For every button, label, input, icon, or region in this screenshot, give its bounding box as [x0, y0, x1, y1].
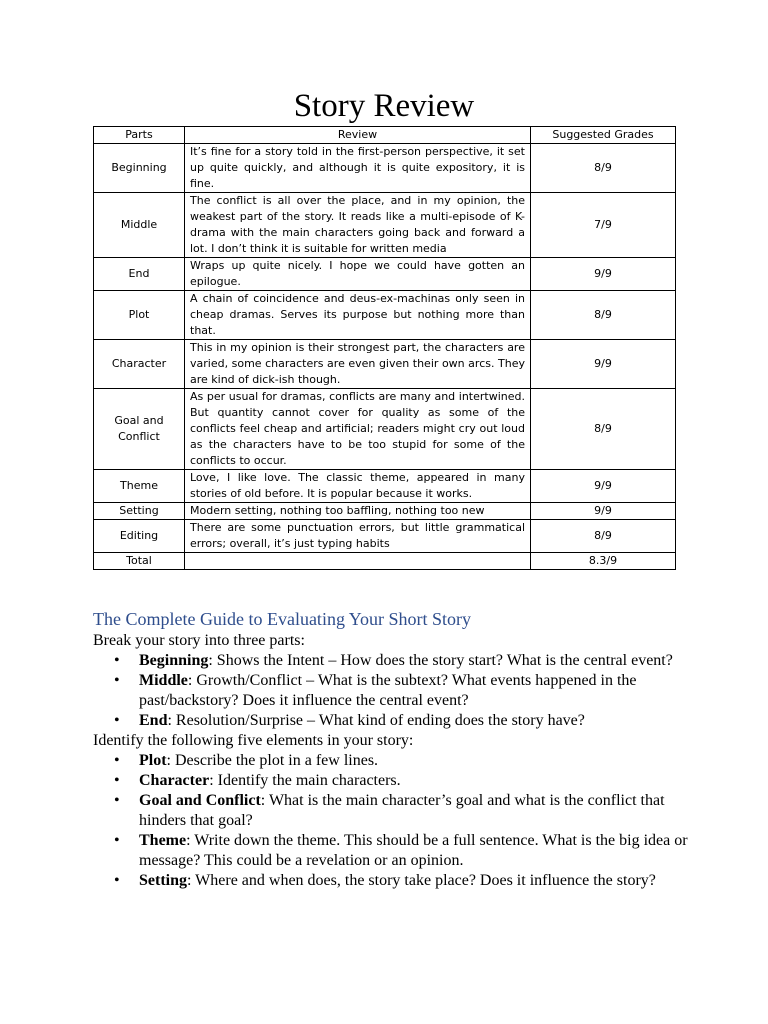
- list-text: : Resolution/Surprise – What kind of ending does the story have?: [167, 712, 585, 729]
- table-row: [94, 193, 676, 258]
- list-text: : Identify the main characters.: [209, 772, 401, 789]
- grade-cell: 9/9: [531, 503, 676, 520]
- list-text: : Shows the Intent – How does the story start? What is the central event?: [208, 652, 673, 669]
- column-header-parts: Parts: [94, 127, 185, 144]
- list-term: Plot: [139, 752, 167, 769]
- story-review-table: [93, 126, 676, 570]
- grade-cell: 8/9: [531, 291, 676, 340]
- review-cell: This in my opinion is their strongest part, the characters are varied, some characters are even given their own arcs. They are kind of dick-ish though.: [185, 340, 531, 389]
- list-term: Character: [139, 772, 210, 789]
- table-row: [94, 520, 676, 553]
- total-label-cell: Total: [94, 553, 185, 570]
- list-term: End: [139, 712, 168, 729]
- list-text: : What is the main character’s goal and what is the conflict that hinders that goal?: [139, 792, 665, 829]
- total-row: [94, 553, 676, 570]
- grade-cell: 9/9: [531, 470, 676, 503]
- list-term: Beginning: [139, 652, 209, 669]
- review-cell: There are some punctuation errors, but little grammatical errors; overall, it’s just typing habits: [185, 520, 531, 553]
- part-cell: Character: [94, 340, 185, 389]
- list-item: [93, 711, 693, 731]
- guide-heading: The Complete Guide to Evaluating Your Short Story: [93, 609, 471, 629]
- table-row: [94, 144, 676, 193]
- review-cell: Love, I like love. The classic theme, appeared in many stories of old before. It is popular because it works.: [185, 470, 531, 503]
- list-text: : Growth/Conflict – What is the subtext? What events happened in the past/backstory? Does it influence the central event?: [139, 672, 637, 709]
- list-text: : Write down the theme. This should be a full sentence. What is the big idea or message? This could be a revelation or an opinion.: [139, 832, 688, 869]
- bullet-icon: •: [114, 792, 120, 809]
- table-row: [94, 470, 676, 503]
- table-row: [94, 389, 676, 470]
- table-row: [94, 503, 676, 520]
- list-term: Goal and Conflict: [139, 792, 261, 809]
- parts-list: [93, 651, 693, 731]
- bullet-icon: •: [114, 652, 120, 669]
- guide-intro-parts: Break your story into three parts:: [93, 632, 305, 649]
- list-term: Setting: [139, 872, 187, 889]
- bullet-icon: •: [114, 752, 120, 769]
- elements-list: [93, 751, 693, 891]
- bullet-icon: •: [114, 712, 120, 729]
- grade-cell: 7/9: [531, 193, 676, 258]
- guide-intro-elements: Identify the following five elements in your story:: [93, 732, 414, 749]
- list-item: [93, 651, 693, 671]
- list-item: [93, 831, 693, 871]
- grade-cell: 9/9: [531, 258, 676, 291]
- list-term: Middle: [139, 672, 188, 689]
- table-row: [94, 258, 676, 291]
- part-cell: Middle: [94, 193, 185, 258]
- page-title: Story Review: [293, 88, 475, 124]
- table-header-row: [94, 127, 676, 144]
- list-item: [93, 871, 693, 891]
- list-item: [93, 791, 693, 831]
- table-row: [94, 291, 676, 340]
- column-header-grades: Suggested Grades: [531, 127, 676, 144]
- guide-body: [93, 631, 693, 891]
- part-cell: Goal and Conflict: [94, 389, 185, 470]
- list-item: [93, 751, 693, 771]
- total-review-cell: [185, 553, 531, 570]
- table-row: [94, 340, 676, 389]
- review-cell: Wraps up quite nicely. I hope we could have gotten an epilogue.: [185, 258, 531, 291]
- review-cell: A chain of coincidence and deus-ex-machinas only seen in cheap dramas. Serves its purpose but nothing more than that.: [185, 291, 531, 340]
- list-term: Theme: [139, 832, 187, 849]
- part-cell: Editing: [94, 520, 185, 553]
- part-cell: End: [94, 258, 185, 291]
- review-cell: As per usual for dramas, conflicts are many and intertwined. But quantity cannot cover for quality as some of the conflicts feel cheap and artificial; readers might cry out loud as the characters have to be too stupid for some of the conflicts to occur.: [185, 389, 531, 470]
- review-cell: It’s fine for a story told in the first-person perspective, it set up quite quickly, and although it is quite expository, it is fine.: [185, 144, 531, 193]
- total-grade-cell: 8.3/9: [531, 553, 676, 570]
- review-cell: Modern setting, nothing too baffling, nothing too new: [185, 503, 531, 520]
- grade-cell: 8/9: [531, 389, 676, 470]
- part-cell: Theme: [94, 470, 185, 503]
- part-cell: Setting: [94, 503, 185, 520]
- list-text: : Where and when does, the story take place? Does it influence the story?: [187, 872, 656, 889]
- bullet-icon: •: [114, 832, 120, 849]
- bullet-icon: •: [114, 772, 120, 789]
- grade-cell: 8/9: [531, 520, 676, 553]
- review-cell: The conflict is all over the place, and in my opinion, the weakest part of the story. It reads like a multi-episode of K-drama with the main characters going back and forward a lot. I don’t think it is suitable for written media: [185, 193, 531, 258]
- list-item: [93, 671, 693, 711]
- part-cell: Beginning: [94, 144, 185, 193]
- bullet-icon: •: [114, 872, 120, 889]
- column-header-review: Review: [185, 127, 531, 144]
- bullet-icon: •: [114, 672, 120, 689]
- grade-cell: 9/9: [531, 340, 676, 389]
- list-text: : Describe the plot in a few lines.: [166, 752, 379, 769]
- list-item: [93, 771, 693, 791]
- part-cell: Plot: [94, 291, 185, 340]
- grade-cell: 8/9: [531, 144, 676, 193]
